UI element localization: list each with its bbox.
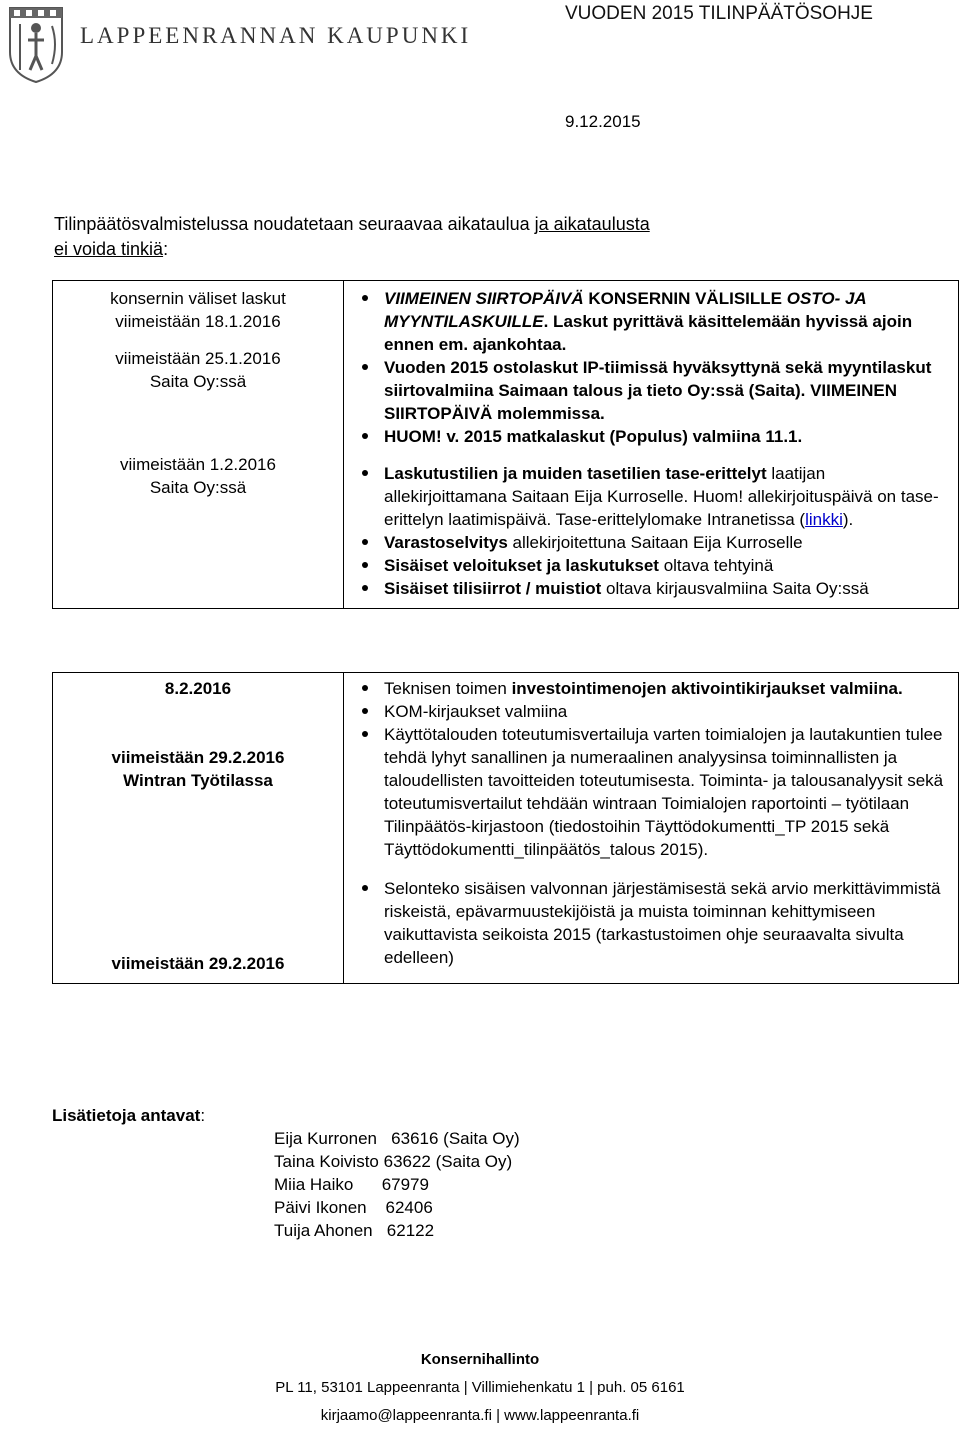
- contact-row: Päivi Ikonen 62406: [274, 1198, 433, 1217]
- task-list: [344, 877, 948, 969]
- date-label: viimeistään 29.2.2016: [111, 954, 285, 973]
- task-list: [344, 677, 948, 861]
- document-title: VUODEN 2015 TILINPÄÄTÖSOHJE: [565, 3, 873, 24]
- list-item: Vuoden 2015 ostolaskut IP-tiimissä hyväksyttynä sekä myyntilaskut siirtovalmiina Saimaan talous ja tieto Oy:ssä (Saita). VIIMEINEN SIIRTOPÄIVÄ molemmissa.: [358, 356, 948, 425]
- list-item: [358, 554, 948, 577]
- contact-row: Eija Kurronen 63616 (Saita Oy): [274, 1129, 520, 1148]
- bold-text: Varastoselvitys: [384, 533, 508, 552]
- list-item: [358, 531, 948, 554]
- city-coat-of-arms-logo: [6, 4, 66, 84]
- emphasis-text: VIIMEINEN SIIRTOPÄIVÄ: [384, 289, 584, 308]
- task-list: [344, 287, 948, 448]
- contacts-label: [52, 1104, 205, 1127]
- bold-text: Sisäiset veloitukset ja laskutukset: [384, 556, 659, 575]
- date-label: Wintran Työtilassa: [123, 771, 273, 790]
- task-list: [344, 462, 948, 600]
- list-item: [358, 577, 948, 600]
- list-item: [358, 462, 948, 531]
- footer-unit: Konsernihallinto: [420, 1351, 540, 1368]
- list-item: Käyttötalouden toteutumisvertailuja varten toimialojen ja lautakuntien tulee tehdä lyhyt sanallinen ja numeraalinen analyysinsa toiminnallisten ja taloudellisten tavoitteiden toteutumisesta. Toiminta- ja talousanalyysit sekä toteutumisvertailut tehdään wintraan Toimialojen raportointi – työtilaan Tilinpäätös-kirjastoon (tiedostoihin Täyttödokumentti_TP 2015 sekä Täyttödokumentti_tilinpäätös_talous 2015).: [358, 723, 948, 861]
- list-item: [358, 677, 948, 700]
- contact-row: Miia Haiko 67979: [274, 1175, 429, 1194]
- schedule-tasks-cell: [344, 673, 959, 984]
- item-text: laatijan allekirjoittamana Saitaan Eija Kurroselle. Huom! allekirjoituspäivä on tase-erittelyn laatimispäivä. Tase-erittelylomake Intranetissa (: [384, 464, 939, 529]
- list-item: [358, 287, 948, 356]
- schedule-table-1: [52, 280, 959, 609]
- date-label: Saita Oy:ssä: [149, 478, 247, 497]
- date-label: viimeistään 18.1.2016: [115, 312, 281, 331]
- item-text: KONSERNIN VÄLISILLE: [583, 289, 787, 308]
- date-label: viimeistään 1.2.2016: [120, 455, 276, 474]
- item-text: Teknisen toimen: [384, 679, 512, 698]
- list-item: KOM-kirjaukset valmiina: [358, 700, 948, 723]
- item-text: ).: [842, 510, 854, 529]
- intro-colon: :: [163, 239, 169, 259]
- item-text: oltava kirjausvalmiina Saita Oy:ssä: [601, 579, 869, 598]
- intro-paragraph: [54, 212, 814, 262]
- page-footer: [0, 1346, 960, 1430]
- intro-underlined-text-2: ei voida tinkiä: [54, 239, 164, 259]
- date-label: viimeistään 29.2.2016: [111, 748, 285, 767]
- list-item: HUOM! v. 2015 matkalaskut (Populus) valmiina 11.1.: [358, 425, 948, 448]
- item-text: allekirjoitettuna Saitaan Eija Kurroselle: [507, 533, 803, 552]
- bold-text: investointimenojen aktivointikirjaukset valmiina.: [511, 679, 903, 698]
- contact-row: Tuija Ahonen 62122: [274, 1221, 435, 1240]
- contacts-label-colon: :: [200, 1106, 206, 1125]
- item-text: oltava tehtyinä: [658, 556, 774, 575]
- date-label: Saita Oy:ssä: [149, 372, 247, 391]
- intranet-link[interactable]: linkki: [805, 510, 843, 529]
- intro-text: Tilinpäätösvalmistelussa noudatetaan seuraavaa aikataulua: [54, 214, 535, 234]
- schedule-dates-cell: [53, 673, 344, 984]
- list-item: Selonteko sisäisen valvonnan järjestämisestä sekä arvio merkittävimmistä riskeistä, epävarmuustekijöistä ja muista toiminnan kehittymiseen vaikuttavista seikoista 2015 (tarkastustoimen ohje seuraavalta sivulta edelleen): [358, 877, 948, 969]
- organization-name: LAPPEENRANNAN KAUPUNKI: [80, 23, 472, 48]
- intro-underlined-text: ja aikataulusta: [534, 214, 650, 234]
- item-text: . Laskut pyrittävä käsittelemään hyvissä ajoin ennen em. ajankohtaa.: [384, 312, 913, 354]
- contacts-list: [274, 1127, 520, 1242]
- footer-address: PL 11, 53101 Lappeenranta | Villimiehenkatu 1 | puh. 05 6161: [275, 1379, 685, 1396]
- contact-row: Taina Koivisto 63622 (Saita Oy): [274, 1152, 513, 1171]
- date-label: 8.2.2016: [164, 679, 232, 698]
- bold-text: Laskutustilien ja muiden tasetilien tase-erittelyt: [384, 464, 767, 483]
- emphasis-text: OSTO- JA MYYNTILASKUILLE: [384, 289, 867, 331]
- schedule-table-2: [52, 672, 959, 984]
- date-label: konsernin väliset laskut: [110, 289, 286, 308]
- document-date: 9.12.2015: [565, 112, 641, 131]
- bold-text: Sisäiset tilisiirrot / muistiot: [384, 579, 602, 598]
- footer-web: kirjaamo@lappeenranta.fi | www.lappeenranta.fi: [320, 1407, 640, 1424]
- date-label: viimeistään 25.1.2016: [115, 349, 281, 368]
- schedule-tasks-cell: [344, 281, 959, 609]
- schedule-dates-cell: [53, 281, 344, 609]
- contacts-label-text: Lisätietoja antavat: [52, 1106, 201, 1125]
